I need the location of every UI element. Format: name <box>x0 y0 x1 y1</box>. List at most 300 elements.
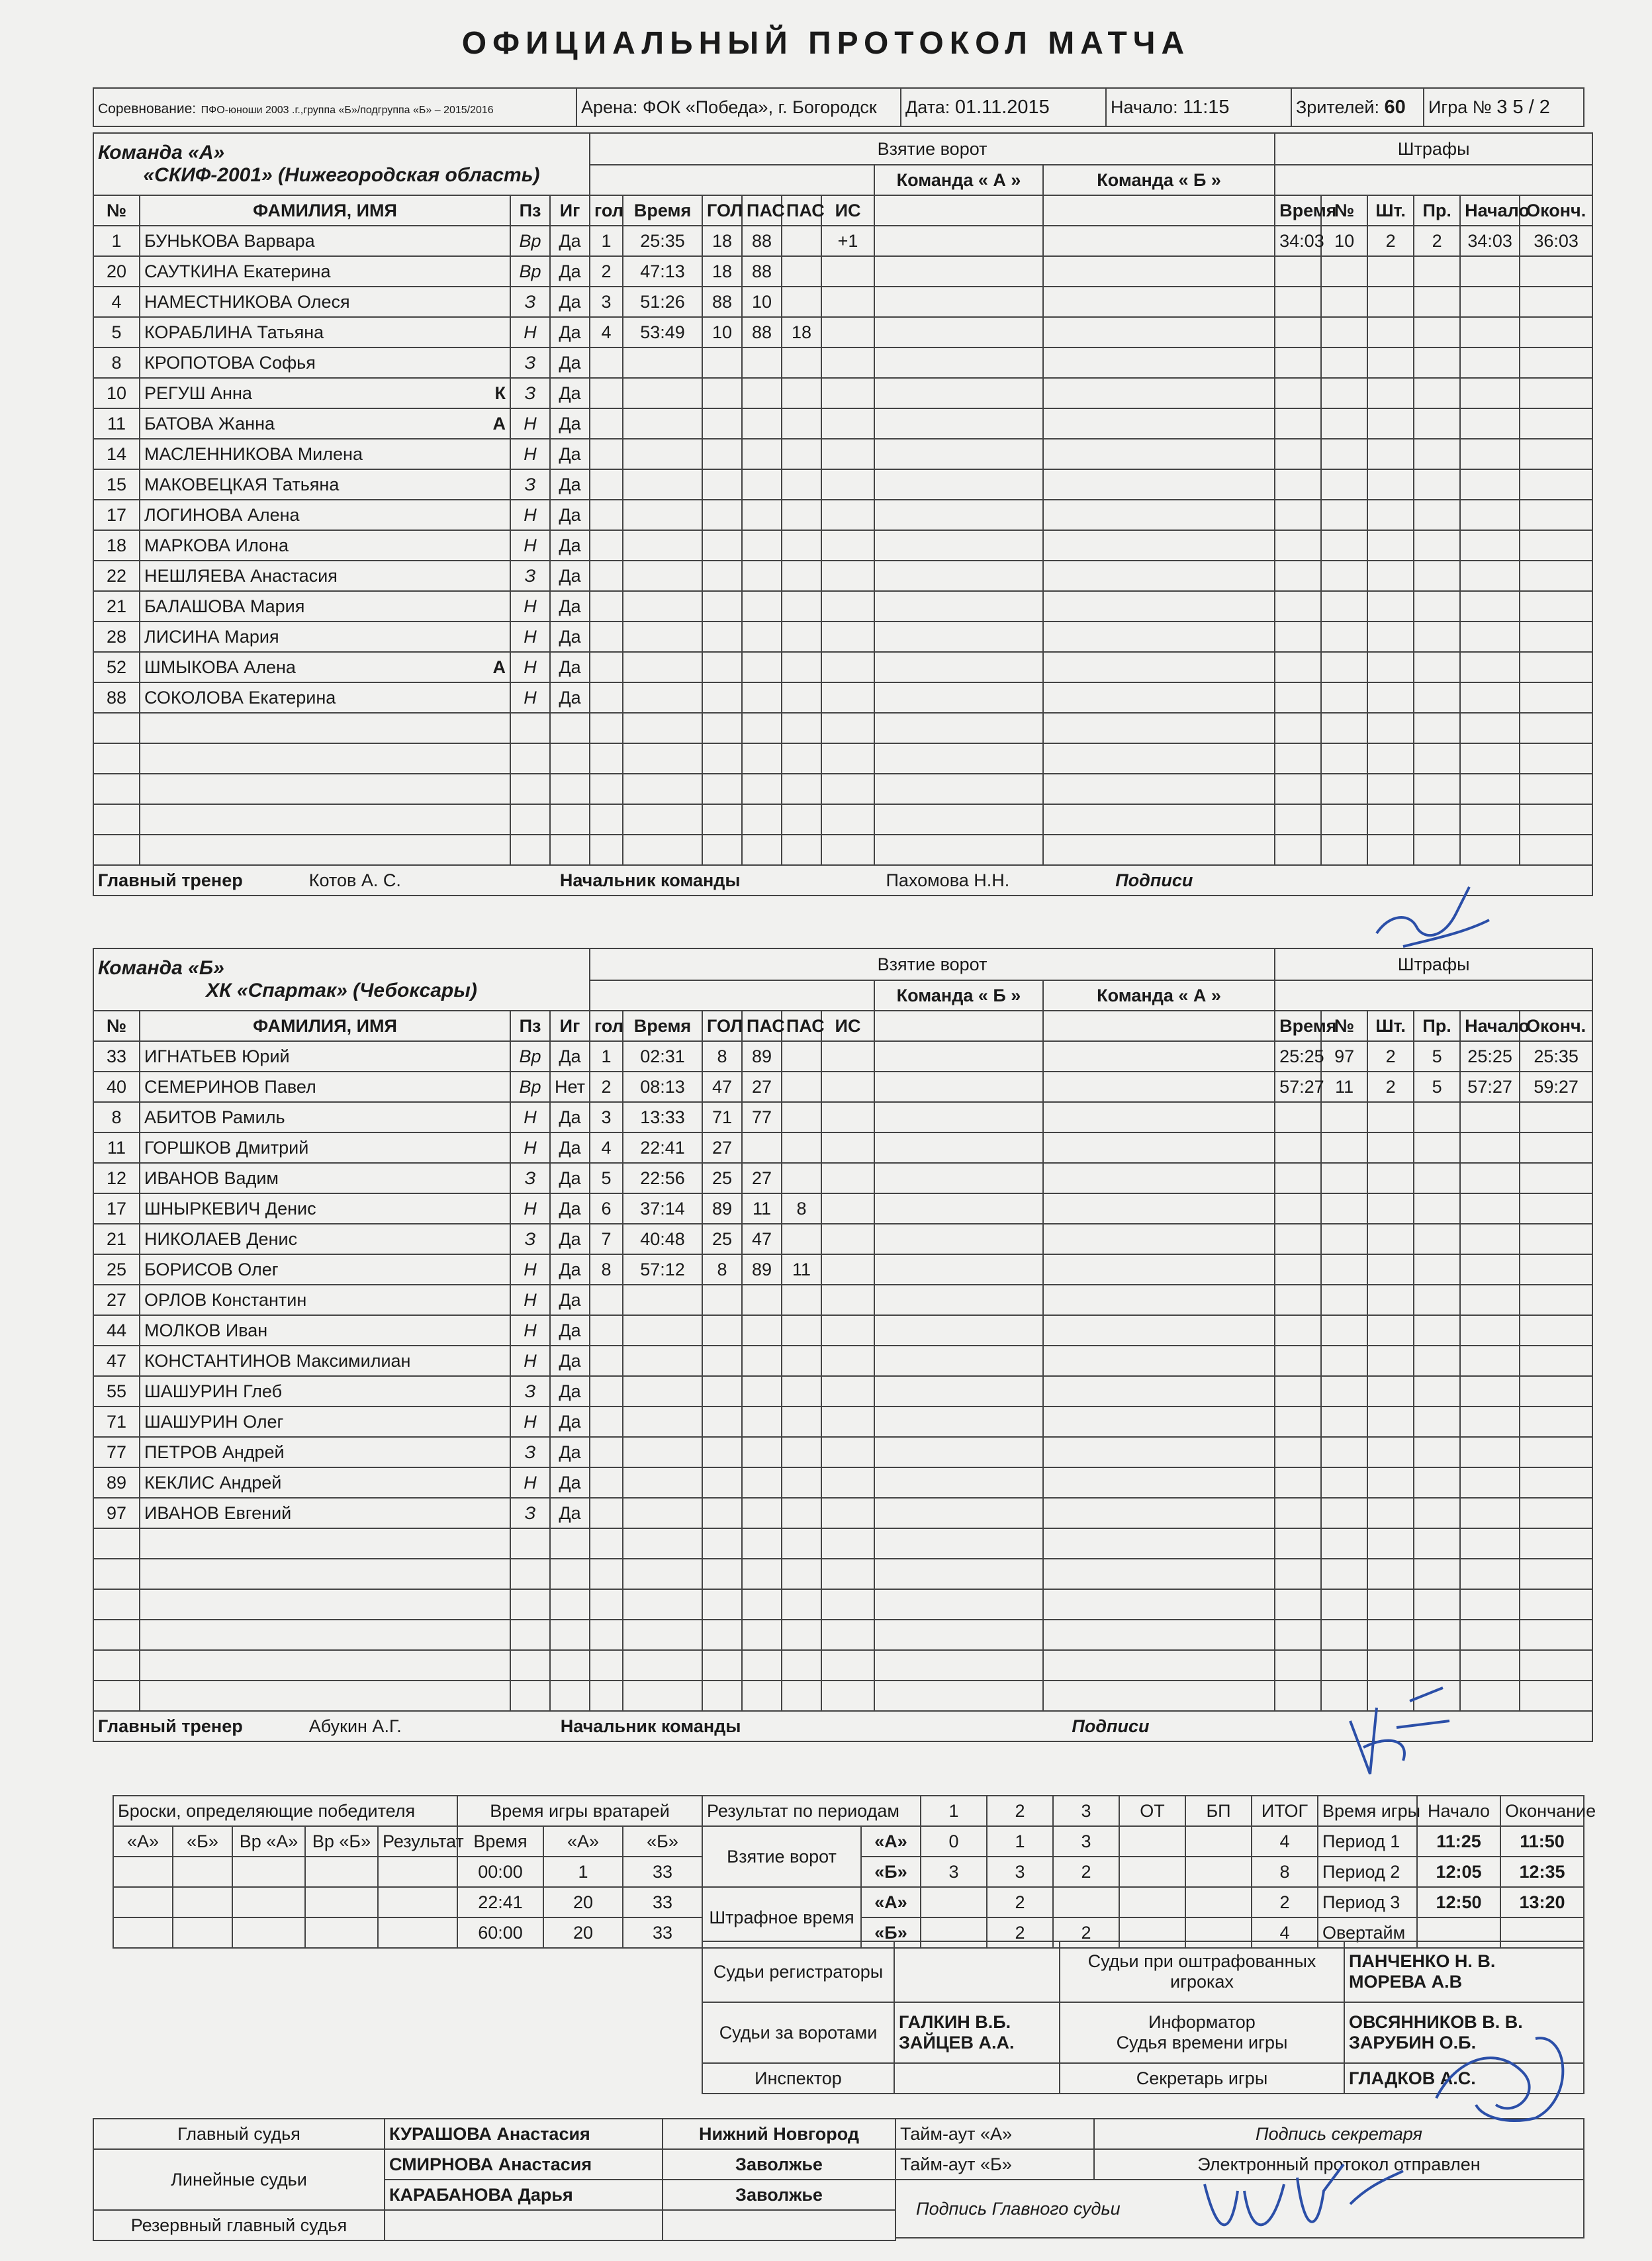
penalty-reason <box>1414 622 1460 652</box>
player-played: Да <box>550 1437 590 1467</box>
own-team-col <box>874 682 1043 713</box>
main-referee-name: КУРАШОВА Анастасия <box>385 2119 663 2149</box>
player-name <box>140 835 510 865</box>
goal-situation <box>821 1193 874 1224</box>
player-played <box>550 1681 590 1711</box>
goal-number <box>590 469 623 500</box>
linesman-name: СМИРНОВА Анастасия <box>385 2149 663 2180</box>
goal-assist-1 <box>742 1315 782 1346</box>
player-name: ИВАНОВ Вадим <box>140 1163 510 1193</box>
goal-scorer: 27 <box>702 1132 742 1163</box>
periods-penalty_label: Штрафное время <box>702 1887 861 1948</box>
player-role: А <box>492 413 506 434</box>
player-name <box>140 1589 510 1620</box>
period-ot <box>1119 1887 1185 1917</box>
penalty-min <box>1367 1102 1414 1132</box>
goal-situation <box>821 287 874 317</box>
penalty-time <box>1275 591 1321 622</box>
goal-number <box>590 439 623 469</box>
own-team-col <box>874 317 1043 347</box>
goal-assist-2 <box>782 1041 821 1072</box>
player-number: 40 <box>93 1072 140 1102</box>
team_a-col-num-0: № <box>93 195 140 226</box>
goal-assist-1 <box>742 713 782 743</box>
player-played: Да <box>550 652 590 682</box>
penalty-reason <box>1414 1193 1460 1224</box>
goal-assist-2 <box>782 622 821 652</box>
player-played <box>550 743 590 774</box>
goal-scorer <box>702 835 742 865</box>
player-name: БУНЬКОВА Варвара <box>140 226 510 256</box>
shootout-cell <box>305 1917 378 1948</box>
table-row <box>93 226 1592 256</box>
penalty-box-judge-2: МОРЕВА А.В <box>1349 1972 1463 1992</box>
periods-title: Результат по периодам <box>702 1796 921 1826</box>
player-name: ЛИСИНА Мария <box>140 622 510 652</box>
goal-number <box>590 1620 623 1650</box>
penalty-reason <box>1414 561 1460 591</box>
player-number: 47 <box>93 1346 140 1376</box>
penalty-time: 34:03 <box>1275 226 1321 256</box>
team_b-col-pos-2: Пз <box>510 1011 550 1041</box>
penalty-time <box>1275 256 1321 287</box>
goal-scorer <box>702 530 742 561</box>
goal-number: 1 <box>590 226 623 256</box>
goal-time <box>623 652 702 682</box>
player-position: З <box>510 1224 550 1254</box>
player-position: З <box>510 1437 550 1467</box>
goal-assist-1 <box>742 469 782 500</box>
player-name <box>140 804 510 835</box>
team_a-col-pen_end: Оконч. <box>1520 195 1592 226</box>
own-team-col <box>874 1528 1043 1559</box>
penalty-start <box>1460 1650 1520 1681</box>
player-played: Да <box>550 287 590 317</box>
player-position: З <box>510 1376 550 1407</box>
player-played: Да <box>550 530 590 561</box>
goal-assist-2 <box>782 743 821 774</box>
team_a-col-gol-6: ГОЛ <box>702 195 742 226</box>
penalty-num <box>1321 378 1367 408</box>
goal-scorer <box>702 622 742 652</box>
goal-assist-2 <box>782 1163 821 1193</box>
info-labels <box>1060 2002 1344 2063</box>
goal-assist-2 <box>782 256 821 287</box>
own-team-col <box>874 287 1043 317</box>
table-row <box>93 530 1592 561</box>
player-number: 52 <box>93 652 140 682</box>
player-position: Вр <box>510 1041 550 1072</box>
goal-situation <box>821 1620 874 1650</box>
player-position <box>510 1559 550 1589</box>
goal-assist-1 <box>742 1589 782 1620</box>
penalty-end <box>1520 561 1592 591</box>
goal-assist-1 <box>742 1467 782 1498</box>
team_b-col-pen_min: Шт. <box>1367 1011 1414 1041</box>
team_a-title-cell <box>93 133 590 195</box>
penalty-num <box>1321 713 1367 743</box>
penalty-end <box>1520 804 1592 835</box>
player-name <box>140 1559 510 1589</box>
goal-number <box>590 1681 623 1711</box>
penalty-reason <box>1414 1376 1460 1407</box>
goal-assist-1 <box>742 1285 782 1315</box>
penalty-reason <box>1414 1285 1460 1315</box>
shootout-cell <box>305 1887 378 1917</box>
player-played: Да <box>550 1163 590 1193</box>
team_b-col-gol-6: ГОЛ <box>702 1011 742 1041</box>
player-position: Н <box>510 439 550 469</box>
goal-assist-1 <box>742 561 782 591</box>
other-team-col <box>1043 1041 1275 1072</box>
penalty-start <box>1460 591 1520 622</box>
penalty-end <box>1520 652 1592 682</box>
goal-situation <box>821 500 874 530</box>
player-played <box>550 713 590 743</box>
penalty-reason <box>1414 500 1460 530</box>
penalty-min <box>1367 1650 1414 1681</box>
penalty-start <box>1460 622 1520 652</box>
player-number: 17 <box>93 1193 140 1224</box>
goal-time <box>623 1407 702 1437</box>
table-row <box>93 1376 1592 1407</box>
period-col: 3 <box>1053 1796 1119 1826</box>
player-position: Н <box>510 1102 550 1132</box>
other-team-col <box>1043 317 1275 347</box>
game-cell <box>1424 88 1584 126</box>
team_b-pen-sub <box>1275 980 1592 1011</box>
other-team-col <box>1043 835 1275 865</box>
table-row <box>93 347 1592 378</box>
goal-situation <box>821 1346 874 1376</box>
penalty-reason <box>1414 1224 1460 1254</box>
team_b-col-pen_end: Оконч. <box>1520 1011 1592 1041</box>
goal-time <box>623 439 702 469</box>
player-number <box>93 1650 140 1681</box>
penalty-min <box>1367 287 1414 317</box>
goal-time <box>623 743 702 774</box>
player-played: Да <box>550 347 590 378</box>
head-coach-name: Котов А. С. <box>308 870 401 890</box>
team_b-col-pen_reason: Пр. <box>1414 1011 1460 1041</box>
penalty-end <box>1520 530 1592 561</box>
goalie-time-title: Время игры вратарей <box>457 1796 702 1826</box>
player-number: 11 <box>93 408 140 439</box>
goal-number: 5 <box>590 1163 623 1193</box>
goal-number: 4 <box>590 1132 623 1163</box>
penalty-end <box>1520 835 1592 865</box>
table-row <box>93 1285 1592 1315</box>
player-played: Да <box>550 469 590 500</box>
player-number <box>93 774 140 804</box>
player-name <box>140 1528 510 1559</box>
goal-assist-1 <box>742 378 782 408</box>
penalty-start <box>1460 378 1520 408</box>
penalty-reason <box>1414 1559 1460 1589</box>
team_b-other-col-title: Команда « А » <box>1043 980 1275 1011</box>
team_b-col-other-empty <box>1043 1011 1275 1041</box>
player-name: ГОРШКОВ Дмитрий <box>140 1132 510 1163</box>
goal-assist-2 <box>782 439 821 469</box>
period-total: 2 <box>1252 1887 1318 1917</box>
penalty-num <box>1321 408 1367 439</box>
player-played: Да <box>550 1498 590 1528</box>
player-played: Да <box>550 622 590 652</box>
penalty-time <box>1275 1163 1321 1193</box>
goal-assist-2 <box>782 1467 821 1498</box>
goalie-time-time: 00:00 <box>457 1857 543 1887</box>
other-team-col <box>1043 1285 1275 1315</box>
goal-time: 51:26 <box>623 287 702 317</box>
goal-scorer <box>702 1681 742 1711</box>
goal-situation <box>821 378 874 408</box>
penalty-time <box>1275 1650 1321 1681</box>
player-number <box>93 835 140 865</box>
team_b-title-cell <box>93 948 590 1011</box>
goal-time <box>623 1376 702 1407</box>
penalty-end <box>1520 256 1592 287</box>
referees-table <box>93 2118 896 2241</box>
goalie-time-a: 20 <box>543 1917 623 1948</box>
table-row <box>93 1102 1592 1132</box>
penalty-end <box>1520 1437 1592 1467</box>
goal-assist-2 <box>782 1315 821 1346</box>
penalty-start <box>1460 287 1520 317</box>
goal-scorer <box>702 743 742 774</box>
other-team-col <box>1043 1498 1275 1528</box>
goal-number: 3 <box>590 1102 623 1132</box>
signature-team-a <box>1363 874 1496 966</box>
player-number: 1 <box>93 226 140 256</box>
penalty-end <box>1520 1498 1592 1528</box>
goal-number <box>590 500 623 530</box>
goal-number <box>590 1376 623 1407</box>
goal-number <box>590 347 623 378</box>
penalty-min <box>1367 347 1414 378</box>
goal-situation <box>821 1681 874 1711</box>
penalty-reason <box>1414 1620 1460 1650</box>
team_b-table <box>93 948 1593 1742</box>
other-team-col <box>1043 622 1275 652</box>
goal-scorer <box>702 1285 742 1315</box>
penalty-end <box>1520 1467 1592 1498</box>
player-number <box>93 713 140 743</box>
goal-number <box>590 378 623 408</box>
penalty-min <box>1367 1620 1414 1650</box>
game-value: 3 5 / 2 <box>1496 96 1550 118</box>
penalty-reason: 5 <box>1414 1041 1460 1072</box>
goal-number <box>590 652 623 682</box>
player-position: Н <box>510 500 550 530</box>
penalty-reason <box>1414 1650 1460 1681</box>
period-team: «Б» <box>861 1917 921 1948</box>
player-name: КОРАБЛИНА Татьяна <box>140 317 510 347</box>
goal-time <box>623 774 702 804</box>
goal-assist-1: 77 <box>742 1102 782 1132</box>
goal-time <box>623 835 702 865</box>
goal-scorer <box>702 1315 742 1346</box>
penalty-min <box>1367 713 1414 743</box>
player-played: Да <box>550 1285 590 1315</box>
penalty-start <box>1460 439 1520 469</box>
penalty-time <box>1275 317 1321 347</box>
penalty-start <box>1460 1589 1520 1620</box>
team_a-col-pen_num: № <box>1321 195 1367 226</box>
goal-scorer <box>702 1559 742 1589</box>
own-team-col <box>874 1681 1043 1711</box>
penalty-reason <box>1414 804 1460 835</box>
goal-number <box>590 1346 623 1376</box>
linesman-city: Заволжье <box>663 2149 895 2180</box>
player-name: СЕМЕРИНОВ Павел <box>140 1072 510 1102</box>
electronic-sent-label: Электронный протокол отправлен <box>1094 2149 1584 2180</box>
goal-time <box>623 561 702 591</box>
goal-number <box>590 1528 623 1559</box>
player-number: 21 <box>93 591 140 622</box>
goal-scorer <box>702 652 742 682</box>
goal-number <box>590 835 623 865</box>
penalty-start <box>1460 1559 1520 1589</box>
penalty-start <box>1460 317 1520 347</box>
goal-assist-2 <box>782 1589 821 1620</box>
timeout-a-label: Тайм-аут «А» <box>895 2119 1094 2149</box>
player-name <box>140 774 510 804</box>
penalty-reason <box>1414 652 1460 682</box>
penalty-reason <box>1414 439 1460 469</box>
team_a-col-pas-7: ПАС <box>742 195 782 226</box>
goal-assist-2 <box>782 1498 821 1528</box>
player-name: ОРЛОВ Константин <box>140 1285 510 1315</box>
other-team-col <box>1043 1620 1275 1650</box>
penalty-time <box>1275 530 1321 561</box>
player-position: З <box>510 287 550 317</box>
goal-assist-2 <box>782 713 821 743</box>
goal-time <box>623 713 702 743</box>
penalty-num <box>1321 1620 1367 1650</box>
player-name: ШАШУРИН Олег <box>140 1407 510 1437</box>
penalty-num <box>1321 1102 1367 1132</box>
other-team-col <box>1043 469 1275 500</box>
penalty-time <box>1275 1224 1321 1254</box>
penalty-start <box>1460 1346 1520 1376</box>
other-team-col <box>1043 256 1275 287</box>
player-number: 55 <box>93 1376 140 1407</box>
goal-assist-1: 27 <box>742 1072 782 1102</box>
game-time-col: Окончание <box>1500 1796 1584 1826</box>
player-position <box>510 1650 550 1681</box>
penalty-reason <box>1414 1467 1460 1498</box>
game-time-end: 11:50 <box>1500 1826 1584 1857</box>
head-coach-label: Главный тренер <box>98 870 243 890</box>
goal-assist-1: 88 <box>742 256 782 287</box>
penalty-reason <box>1414 1315 1460 1346</box>
penalty-reason <box>1414 469 1460 500</box>
penalty-end <box>1520 1559 1592 1589</box>
penalty-box-label: Судьи при оштрафованных игроках <box>1060 1941 1344 2002</box>
other-team-col <box>1043 1102 1275 1132</box>
goal-number: 7 <box>590 1224 623 1254</box>
goal-scorer: 18 <box>702 226 742 256</box>
penalty-num <box>1321 652 1367 682</box>
penalty-start <box>1460 1163 1520 1193</box>
player-number: 71 <box>93 1407 140 1437</box>
team_a-col-pen_time: Время <box>1275 195 1321 226</box>
player-name-text: РЕГУШ Анна <box>144 383 252 403</box>
penalty-end <box>1520 1315 1592 1346</box>
penalty-end <box>1520 1376 1592 1407</box>
penalty-end <box>1520 1407 1592 1437</box>
other-team-col <box>1043 347 1275 378</box>
penalty-reason <box>1414 378 1460 408</box>
goal-assist-1: 89 <box>742 1254 782 1285</box>
goal-scorer <box>702 1376 742 1407</box>
signatures-label: Подписи <box>1072 1716 1150 1736</box>
penalty-min <box>1367 439 1414 469</box>
goal-judges-values <box>894 2002 1060 2063</box>
goal-scorer <box>702 1620 742 1650</box>
penalty-min <box>1367 1346 1414 1376</box>
own-team-col <box>874 804 1043 835</box>
own-team-col <box>874 1072 1043 1102</box>
goal-situation <box>821 1041 874 1072</box>
team_b-name: ХК «Спартак» (Чебоксары) <box>206 980 477 1001</box>
player-number <box>93 743 140 774</box>
main-referee-signature-label: Подпись Главного судьи <box>895 2180 1584 2238</box>
penalty-reason <box>1414 1528 1460 1559</box>
player-number: 4 <box>93 287 140 317</box>
penalty-box-judge-1: ПАНЧЕНКО Н. В. <box>1349 1951 1496 1971</box>
goal-situation <box>821 1102 874 1132</box>
goal-situation <box>821 1528 874 1559</box>
inspector-label: Инспектор <box>702 2063 894 2094</box>
goal-situation <box>821 1163 874 1193</box>
goal-scorer <box>702 500 742 530</box>
period-p1: 0 <box>921 1826 987 1857</box>
player-name-text: БАТОВА Жанна <box>144 413 275 434</box>
penalty-min <box>1367 1467 1414 1498</box>
penalty-end <box>1520 439 1592 469</box>
goal-assist-2 <box>782 378 821 408</box>
player-role: А <box>492 657 506 677</box>
team_a-col-goal-4: гол <box>590 195 623 226</box>
own-team-col <box>874 652 1043 682</box>
goalie-time-b: 33 <box>623 1917 702 1948</box>
other-team-col <box>1043 561 1275 591</box>
player-number: 18 <box>93 530 140 561</box>
goal-assist-1: 27 <box>742 1163 782 1193</box>
player-name <box>140 408 510 439</box>
goal-situation <box>821 317 874 347</box>
penalty-end <box>1520 287 1592 317</box>
table-row <box>93 1315 1592 1346</box>
other-team-col <box>1043 1407 1275 1437</box>
table-row <box>93 287 1592 317</box>
period-total: 4 <box>1252 1917 1318 1948</box>
date-cell <box>901 88 1106 126</box>
penalty-min <box>1367 1285 1414 1315</box>
period-bp <box>1185 1826 1252 1857</box>
penalty-start <box>1460 1102 1520 1132</box>
penalty-min <box>1367 530 1414 561</box>
penalty-start <box>1460 1376 1520 1407</box>
goal-time <box>623 1346 702 1376</box>
team_b-goals-sub <box>590 980 874 1011</box>
shootout-cell <box>378 1917 457 1948</box>
goal-scorer <box>702 1528 742 1559</box>
team_b-col-pen_start: Начало <box>1460 1011 1520 1041</box>
penalty-min <box>1367 378 1414 408</box>
penalty-start <box>1460 1132 1520 1163</box>
